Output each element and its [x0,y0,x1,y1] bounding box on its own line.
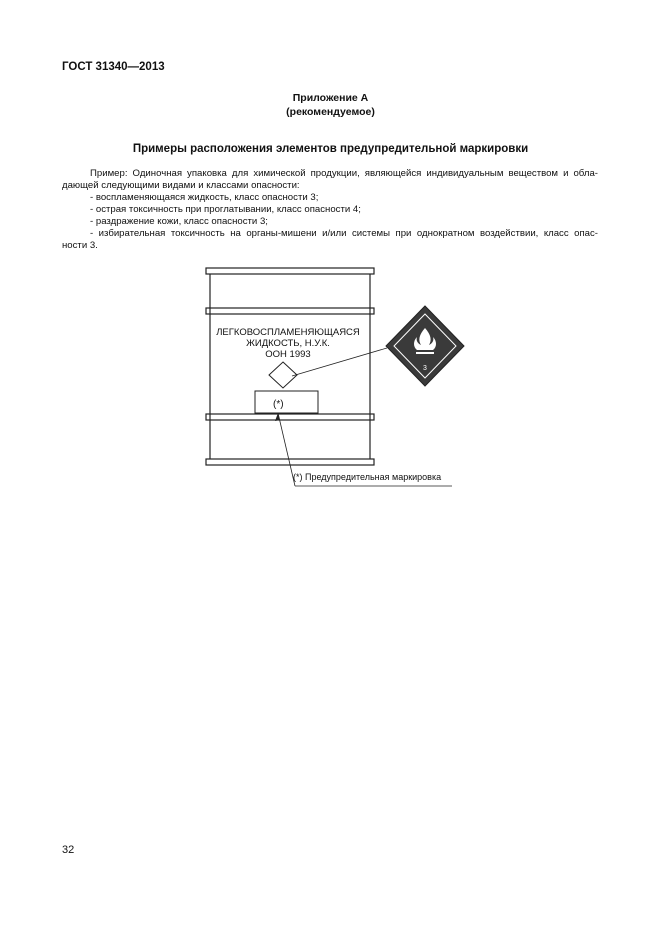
warning-marking-box [255,391,318,413]
hazard-item-4-line-1: - избирательная токсичность на органы-мишени и/или системы при однократном воздействии, класс опас- [90,228,598,239]
drum-label-line-1: ЛЕГКОВОСПЛАМЕНЯЮЩАЯСЯ [216,327,360,338]
drum-top-rim [206,268,374,274]
hazard-item-3: - раздражение кожи, класс опасности 3; [90,216,268,227]
hazard-class-number: 3 [423,365,427,372]
warning-marking-box-label: (*) [273,399,284,410]
intro-line-1: Пример: Одиночная упаковка для химической продукции, являющейся индивидуальным веществом и обла- [90,168,598,179]
drum-marking-figure [200,264,470,494]
intro-line-2: дающей следующими видами и классами опасности: [62,180,300,191]
hazard-item-2: - острая токсичность при проглатывании, класс опасности 4; [90,204,361,215]
drum-label-line-3: ООН 1993 [265,349,311,360]
annex-status: (рекомендуемое) [286,106,375,118]
annex-title: Приложение А [292,92,369,104]
drum-outline [206,268,374,465]
hazard-item-4-line-2: ности 3. [62,240,98,251]
flammable-liquid-placard [386,306,464,386]
drum-label-line-2: ЖИДКОСТЬ, Н.У.К. [246,338,330,349]
document-standard-number: ГОСТ 31340—2013 [62,61,165,73]
drum-upper-hoop [206,308,374,314]
page-number: 32 [62,844,75,856]
section-heading: Примеры расположения элементов предупредительной маркировки [132,143,529,155]
hazard-item-1: - воспламеняющаяся жидкость, класс опасности 3; [90,192,319,203]
drum-lower-hoop [206,414,374,420]
callout-text: (*) Предупредительная маркировка [293,472,442,482]
small-hazard-diamond [269,362,297,388]
